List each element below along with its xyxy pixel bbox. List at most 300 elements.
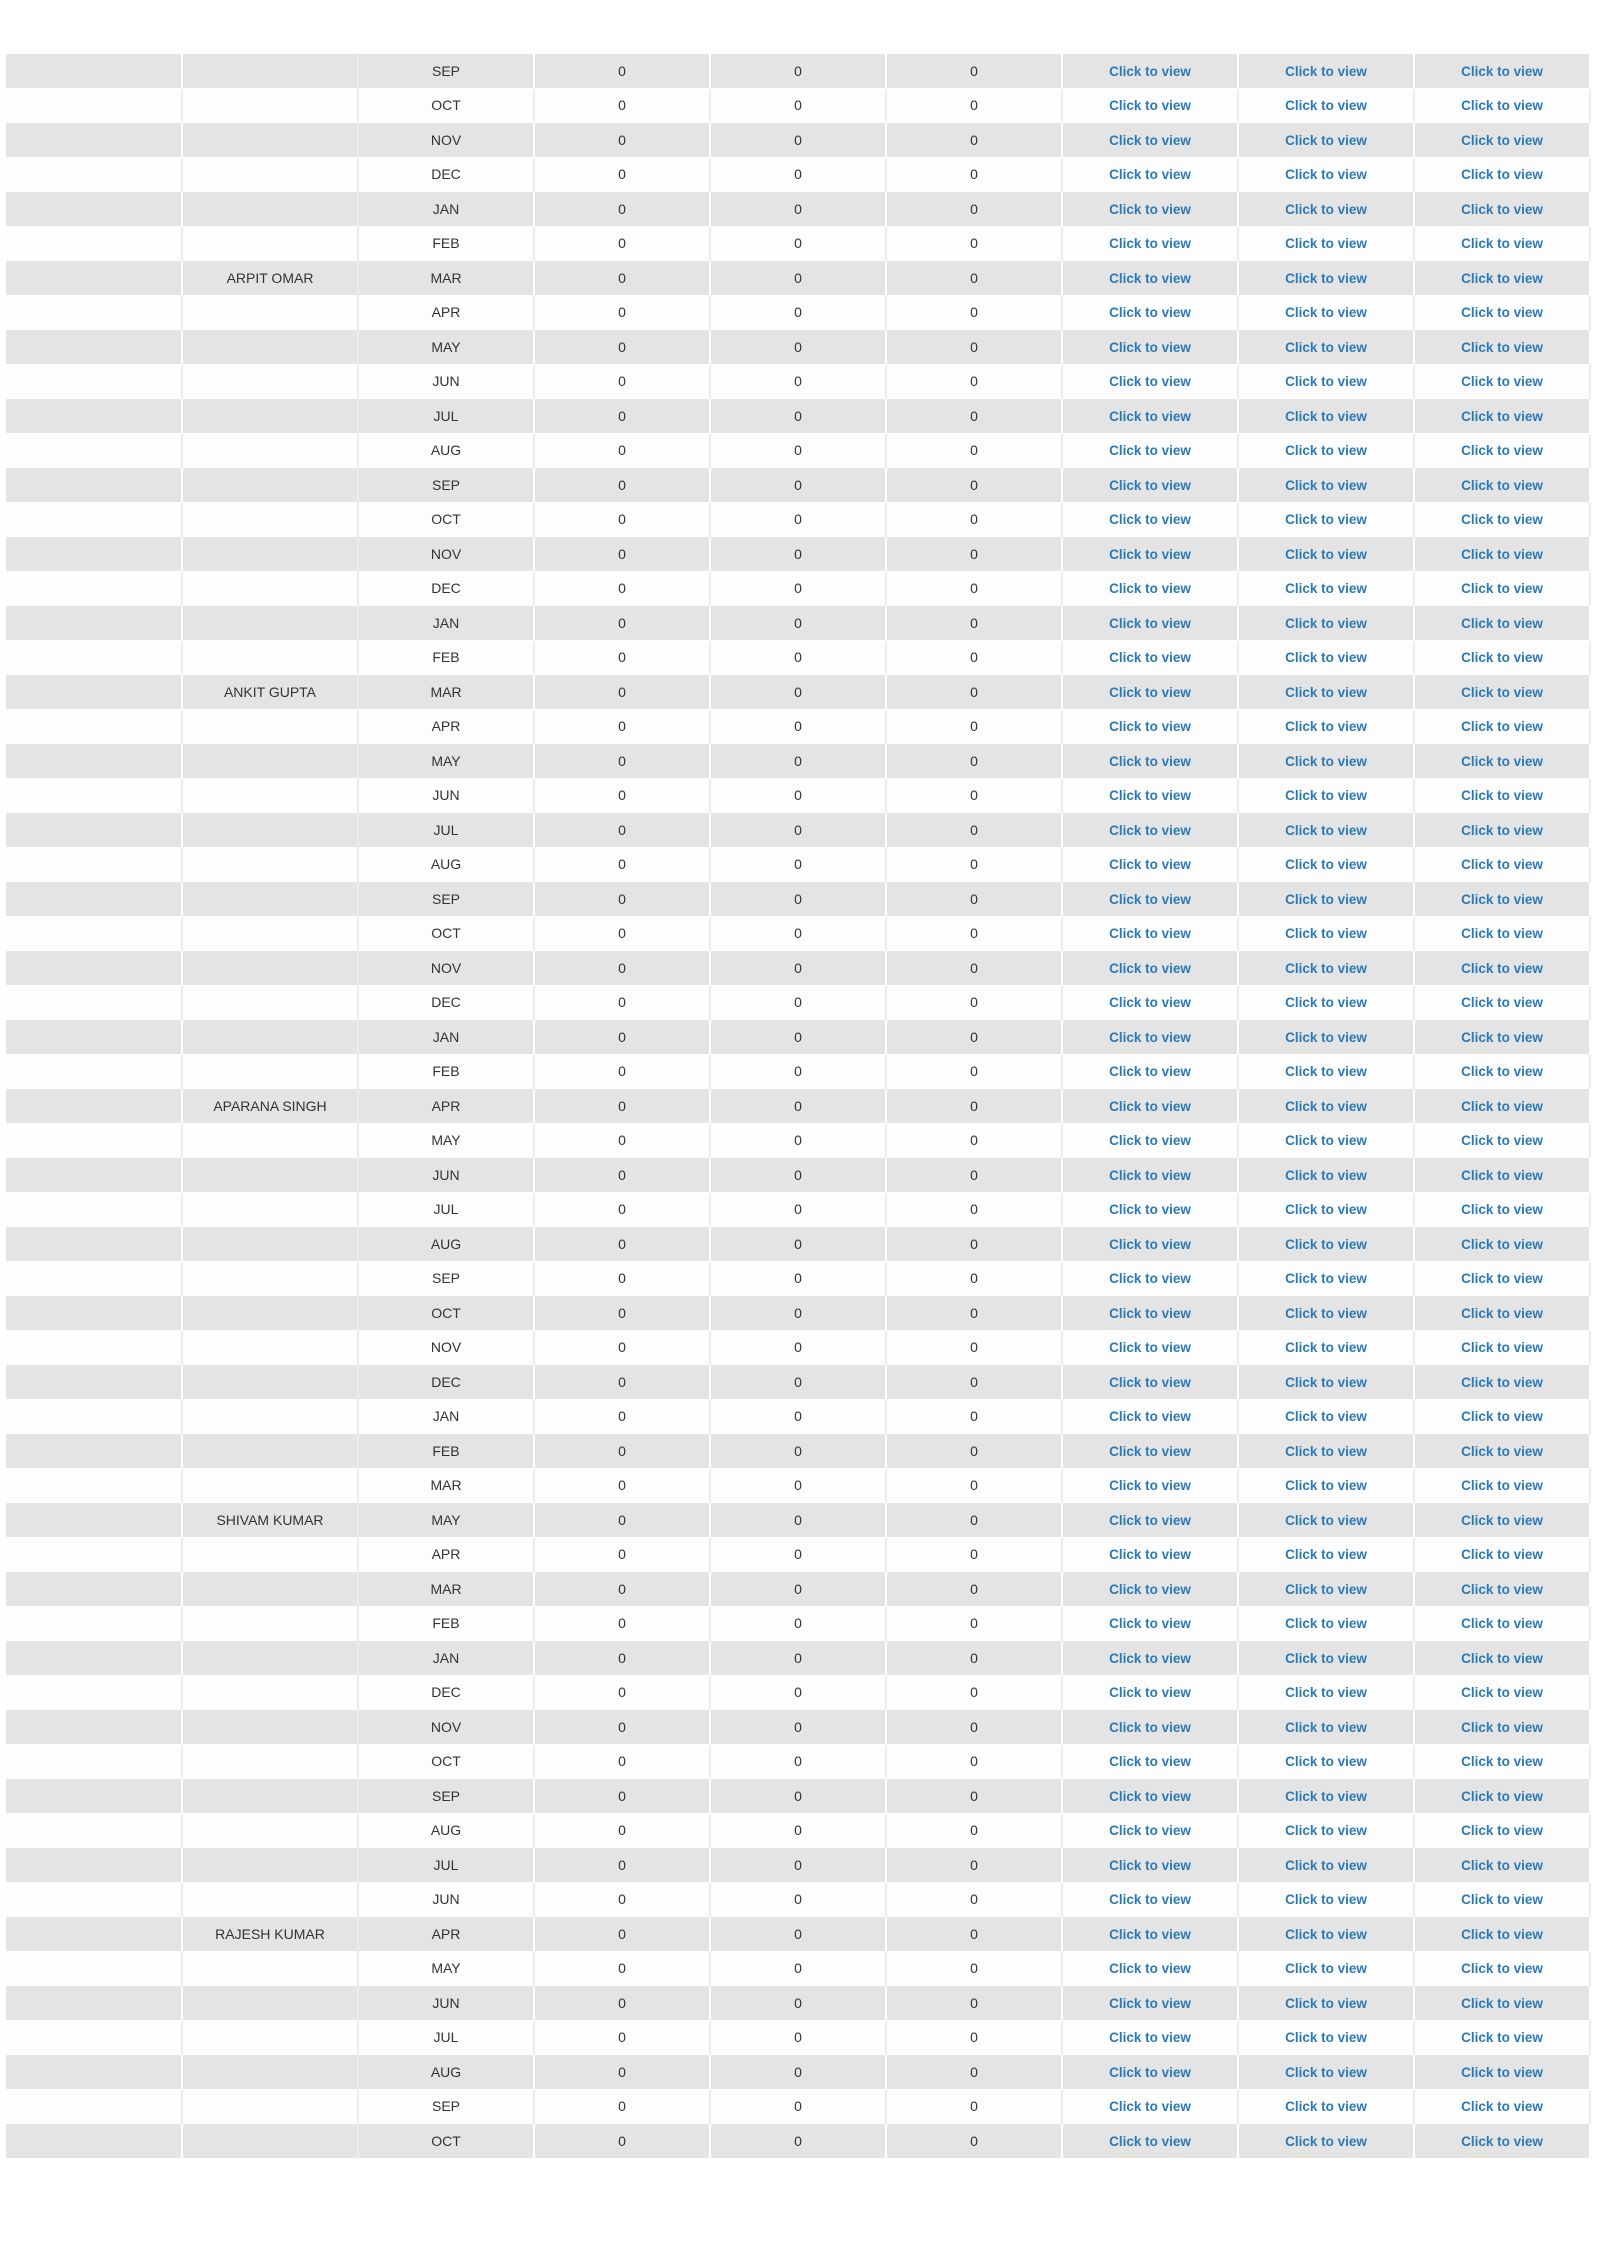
table-row	[6, 1675, 1590, 1710]
employee-name-cell	[182, 1123, 358, 1158]
click-to-view-link-3[interactable]: Click to view	[1461, 581, 1543, 597]
month-cell: MAY	[358, 1951, 534, 1986]
click-to-view-link-1[interactable]: Click to view	[1109, 132, 1191, 148]
click-to-view-link-2[interactable]: Click to view	[1285, 1650, 1367, 1666]
value-cell-3: 0	[886, 1158, 1062, 1193]
value-cell-1: 0	[534, 1572, 710, 1607]
link-cell-2	[1238, 537, 1414, 572]
link-cell-2	[1238, 1848, 1414, 1883]
value-cell-1: 0	[534, 226, 710, 261]
click-to-view-link-3[interactable]: Click to view	[1461, 236, 1543, 252]
click-to-view-link-3[interactable]: Click to view	[1461, 857, 1543, 873]
click-to-view-link-2[interactable]: Click to view	[1285, 1823, 1367, 1839]
value-cell-2: 0	[710, 261, 886, 296]
month-cell: AUG	[358, 1227, 534, 1262]
table-row	[6, 468, 1590, 503]
link-cell-1	[1062, 709, 1238, 744]
click-to-view-link-3[interactable]: Click to view	[1461, 1133, 1543, 1149]
click-to-view-link-2[interactable]: Click to view	[1285, 305, 1367, 321]
blank-cell	[6, 2020, 182, 2055]
click-to-view-link-2[interactable]: Click to view	[1285, 1029, 1367, 1045]
click-to-view-link-1[interactable]: Click to view	[1109, 1650, 1191, 1666]
click-to-view-link-2[interactable]: Click to view	[1285, 1409, 1367, 1425]
click-to-view-link-1[interactable]: Click to view	[1109, 1892, 1191, 1908]
link-cell-3	[1414, 1641, 1590, 1676]
table-row	[6, 882, 1590, 917]
click-to-view-link-1[interactable]: Click to view	[1109, 167, 1191, 183]
click-to-view-link-1[interactable]: Click to view	[1109, 2030, 1191, 2046]
click-to-view-link-1[interactable]: Click to view	[1109, 960, 1191, 976]
value-cell-2: 0	[710, 1606, 886, 1641]
click-to-view-link-1[interactable]: Click to view	[1109, 305, 1191, 321]
click-to-view-link-2[interactable]: Click to view	[1285, 615, 1367, 631]
click-to-view-link-1[interactable]: Click to view	[1109, 822, 1191, 838]
value-cell-2: 0	[710, 1848, 886, 1883]
click-to-view-link-3[interactable]: Click to view	[1461, 374, 1543, 390]
click-to-view-link-3[interactable]: Click to view	[1461, 339, 1543, 355]
click-to-view-link-3[interactable]: Click to view	[1461, 960, 1543, 976]
click-to-view-link-2[interactable]: Click to view	[1285, 1305, 1367, 1321]
table-row	[6, 1986, 1590, 2021]
employee-name-cell	[182, 1675, 358, 1710]
link-cell-2	[1238, 916, 1414, 951]
click-to-view-link-1[interactable]: Click to view	[1109, 2133, 1191, 2149]
blank-cell	[6, 709, 182, 744]
value-cell-2: 0	[710, 882, 886, 917]
click-to-view-link-2[interactable]: Click to view	[1285, 512, 1367, 528]
click-to-view-link-1[interactable]: Click to view	[1109, 719, 1191, 735]
click-to-view-link-2[interactable]: Click to view	[1285, 650, 1367, 666]
click-to-view-link-1[interactable]: Click to view	[1109, 270, 1191, 286]
click-to-view-link-1[interactable]: Click to view	[1109, 581, 1191, 597]
link-cell-3	[1414, 1123, 1590, 1158]
value-cell-2: 0	[710, 1434, 886, 1469]
value-cell-1: 0	[534, 1848, 710, 1883]
value-cell-2: 0	[710, 2089, 886, 2124]
employee-name-cell	[182, 295, 358, 330]
blank-cell	[6, 1054, 182, 1089]
blank-cell	[6, 1882, 182, 1917]
click-to-view-link-1[interactable]: Click to view	[1109, 63, 1191, 79]
value-cell-1: 0	[534, 606, 710, 641]
click-to-view-link-1[interactable]: Click to view	[1109, 684, 1191, 700]
click-to-view-link-3[interactable]: Click to view	[1461, 1512, 1543, 1528]
click-to-view-link-2[interactable]: Click to view	[1285, 236, 1367, 252]
value-cell-3: 0	[886, 1744, 1062, 1779]
blank-cell	[6, 433, 182, 468]
blank-cell	[6, 330, 182, 365]
month-cell: JUL	[358, 2020, 534, 2055]
employee-name-cell	[182, 2055, 358, 2090]
link-cell-3	[1414, 847, 1590, 882]
click-to-view-link-2[interactable]: Click to view	[1285, 926, 1367, 942]
click-to-view-link-1[interactable]: Click to view	[1109, 1685, 1191, 1701]
employee-name-cell	[182, 1951, 358, 1986]
click-to-view-link-1[interactable]: Click to view	[1109, 1754, 1191, 1770]
click-to-view-link-2[interactable]: Click to view	[1285, 995, 1367, 1011]
click-to-view-link-1[interactable]: Click to view	[1109, 1374, 1191, 1390]
click-to-view-link-3[interactable]: Click to view	[1461, 2064, 1543, 2080]
click-to-view-link-2[interactable]: Click to view	[1285, 857, 1367, 873]
value-cell-2: 0	[710, 226, 886, 261]
click-to-view-link-1[interactable]: Click to view	[1109, 1616, 1191, 1632]
link-cell-3	[1414, 1365, 1590, 1400]
blank-cell	[6, 1537, 182, 1572]
click-to-view-link-1[interactable]: Click to view	[1109, 339, 1191, 355]
click-to-view-link-1[interactable]: Click to view	[1109, 1857, 1191, 1873]
click-to-view-link-1[interactable]: Click to view	[1109, 1167, 1191, 1183]
blank-cell	[6, 1330, 182, 1365]
value-cell-2: 0	[710, 1882, 886, 1917]
table-row	[6, 640, 1590, 675]
click-to-view-link-2[interactable]: Click to view	[1285, 1236, 1367, 1252]
click-to-view-link-2[interactable]: Click to view	[1285, 2099, 1367, 2115]
click-to-view-link-3[interactable]: Click to view	[1461, 1340, 1543, 1356]
employee-name-cell	[182, 1468, 358, 1503]
click-to-view-link-1[interactable]: Click to view	[1109, 1305, 1191, 1321]
value-cell-2: 0	[710, 295, 886, 330]
click-to-view-link-2[interactable]: Click to view	[1285, 1616, 1367, 1632]
blank-cell	[6, 2124, 182, 2159]
click-to-view-link-2[interactable]: Click to view	[1285, 1547, 1367, 1563]
click-to-view-link-3[interactable]: Click to view	[1461, 822, 1543, 838]
click-to-view-link-2[interactable]: Click to view	[1285, 546, 1367, 562]
click-to-view-link-3[interactable]: Click to view	[1461, 891, 1543, 907]
table-row	[6, 1227, 1590, 1262]
click-to-view-link-1[interactable]: Click to view	[1109, 1202, 1191, 1218]
link-cell-1	[1062, 2020, 1238, 2055]
link-cell-2	[1238, 1158, 1414, 1193]
blank-cell	[6, 399, 182, 434]
value-cell-2: 0	[710, 88, 886, 123]
table-row	[6, 1606, 1590, 1641]
month-cell: JAN	[358, 606, 534, 641]
employee-name-cell	[182, 502, 358, 537]
click-to-view-link-2[interactable]: Click to view	[1285, 1788, 1367, 1804]
click-to-view-link-1[interactable]: Click to view	[1109, 1340, 1191, 1356]
table-row	[6, 813, 1590, 848]
employee-name-cell	[182, 1434, 358, 1469]
click-to-view-link-1[interactable]: Click to view	[1109, 615, 1191, 631]
click-to-view-link-3[interactable]: Click to view	[1461, 650, 1543, 666]
link-cell-1	[1062, 54, 1238, 88]
link-cell-2	[1238, 1917, 1414, 1952]
table-row	[6, 1158, 1590, 1193]
link-cell-1	[1062, 502, 1238, 537]
click-to-view-link-1[interactable]: Click to view	[1109, 1719, 1191, 1735]
click-to-view-link-2[interactable]: Click to view	[1285, 1374, 1367, 1390]
link-cell-1	[1062, 1261, 1238, 1296]
click-to-view-link-3[interactable]: Click to view	[1461, 1547, 1543, 1563]
blank-cell	[6, 123, 182, 158]
value-cell-2: 0	[710, 502, 886, 537]
click-to-view-link-2[interactable]: Click to view	[1285, 1167, 1367, 1183]
click-to-view-link-3[interactable]: Click to view	[1461, 788, 1543, 804]
month-cell: JUL	[358, 399, 534, 434]
link-cell-1	[1062, 1330, 1238, 1365]
click-to-view-link-3[interactable]: Click to view	[1461, 1823, 1543, 1839]
click-to-view-link-3[interactable]: Click to view	[1461, 1857, 1543, 1873]
click-to-view-link-2[interactable]: Click to view	[1285, 1892, 1367, 1908]
value-cell-2: 0	[710, 1089, 886, 1124]
click-to-view-link-2[interactable]: Click to view	[1285, 2030, 1367, 2046]
table-row	[6, 1744, 1590, 1779]
month-cell: JUL	[358, 1192, 534, 1227]
link-cell-3	[1414, 813, 1590, 848]
click-to-view-link-2[interactable]: Click to view	[1285, 1064, 1367, 1080]
click-to-view-link-3[interactable]: Click to view	[1461, 1961, 1543, 1977]
employee-name-cell: ARPIT OMAR	[182, 261, 358, 296]
value-cell-2: 0	[710, 1123, 886, 1158]
value-cell-3: 0	[886, 1192, 1062, 1227]
click-to-view-link-2[interactable]: Click to view	[1285, 1478, 1367, 1494]
click-to-view-link-3[interactable]: Click to view	[1461, 1581, 1543, 1597]
click-to-view-link-1[interactable]: Click to view	[1109, 926, 1191, 942]
link-cell-3	[1414, 1917, 1590, 1952]
blank-cell	[6, 226, 182, 261]
click-to-view-link-1[interactable]: Click to view	[1109, 1788, 1191, 1804]
month-cell: OCT	[358, 88, 534, 123]
click-to-view-link-2[interactable]: Click to view	[1285, 201, 1367, 217]
click-to-view-link-3[interactable]: Click to view	[1461, 512, 1543, 528]
click-to-view-link-1[interactable]: Click to view	[1109, 1409, 1191, 1425]
click-to-view-link-3[interactable]: Click to view	[1461, 753, 1543, 769]
click-to-view-link-2[interactable]: Click to view	[1285, 1926, 1367, 1942]
click-to-view-link-3[interactable]: Click to view	[1461, 1098, 1543, 1114]
click-to-view-link-2[interactable]: Click to view	[1285, 132, 1367, 148]
link-cell-1	[1062, 951, 1238, 986]
click-to-view-link-2[interactable]: Click to view	[1285, 1754, 1367, 1770]
click-to-view-link-2[interactable]: Click to view	[1285, 1995, 1367, 2011]
value-cell-3: 0	[886, 847, 1062, 882]
click-to-view-link-3[interactable]: Click to view	[1461, 443, 1543, 459]
value-cell-3: 0	[886, 1848, 1062, 1883]
click-to-view-link-1[interactable]: Click to view	[1109, 236, 1191, 252]
click-to-view-link-3[interactable]: Click to view	[1461, 995, 1543, 1011]
click-to-view-link-3[interactable]: Click to view	[1461, 1374, 1543, 1390]
click-to-view-link-3[interactable]: Click to view	[1461, 1305, 1543, 1321]
click-to-view-link-1[interactable]: Click to view	[1109, 857, 1191, 873]
click-to-view-link-2[interactable]: Click to view	[1285, 1133, 1367, 1149]
attendance-report-table	[6, 54, 1591, 2159]
click-to-view-link-1[interactable]: Click to view	[1109, 891, 1191, 907]
click-to-view-link-3[interactable]: Click to view	[1461, 1650, 1543, 1666]
click-to-view-link-3[interactable]: Click to view	[1461, 1409, 1543, 1425]
click-to-view-link-1[interactable]: Click to view	[1109, 788, 1191, 804]
value-cell-1: 0	[534, 1468, 710, 1503]
value-cell-3: 0	[886, 2020, 1062, 2055]
click-to-view-link-1[interactable]: Click to view	[1109, 443, 1191, 459]
click-to-view-link-2[interactable]: Click to view	[1285, 719, 1367, 735]
table-row	[6, 399, 1590, 434]
click-to-view-link-2[interactable]: Click to view	[1285, 1512, 1367, 1528]
click-to-view-link-2[interactable]: Click to view	[1285, 1443, 1367, 1459]
click-to-view-link-3[interactable]: Click to view	[1461, 1271, 1543, 1287]
employee-name-cell	[182, 951, 358, 986]
value-cell-3: 0	[886, 2055, 1062, 2090]
click-to-view-link-1[interactable]: Click to view	[1109, 374, 1191, 390]
click-to-view-link-3[interactable]: Click to view	[1461, 546, 1543, 562]
link-cell-1	[1062, 1675, 1238, 1710]
click-to-view-link-2[interactable]: Click to view	[1285, 822, 1367, 838]
link-cell-2	[1238, 951, 1414, 986]
click-to-view-link-2[interactable]: Click to view	[1285, 891, 1367, 907]
click-to-view-link-3[interactable]: Click to view	[1461, 1616, 1543, 1632]
click-to-view-link-1[interactable]: Click to view	[1109, 650, 1191, 666]
click-to-view-link-1[interactable]: Click to view	[1109, 1547, 1191, 1563]
click-to-view-link-2[interactable]: Click to view	[1285, 788, 1367, 804]
click-to-view-link-1[interactable]: Click to view	[1109, 1443, 1191, 1459]
link-cell-3	[1414, 88, 1590, 123]
click-to-view-link-3[interactable]: Click to view	[1461, 201, 1543, 217]
click-to-view-link-2[interactable]: Click to view	[1285, 960, 1367, 976]
value-cell-2: 0	[710, 916, 886, 951]
click-to-view-link-1[interactable]: Click to view	[1109, 1961, 1191, 1977]
value-cell-1: 0	[534, 399, 710, 434]
click-to-view-link-2[interactable]: Click to view	[1285, 1581, 1367, 1597]
click-to-view-link-3[interactable]: Click to view	[1461, 2133, 1543, 2149]
click-to-view-link-2[interactable]: Click to view	[1285, 1340, 1367, 1356]
link-cell-2	[1238, 330, 1414, 365]
click-to-view-link-1[interactable]: Click to view	[1109, 1512, 1191, 1528]
click-to-view-link-3[interactable]: Click to view	[1461, 719, 1543, 735]
value-cell-1: 0	[534, 1330, 710, 1365]
blank-cell	[6, 606, 182, 641]
click-to-view-link-1[interactable]: Click to view	[1109, 2064, 1191, 2080]
value-cell-1: 0	[534, 2020, 710, 2055]
click-to-view-link-1[interactable]: Click to view	[1109, 477, 1191, 493]
click-to-view-link-3[interactable]: Click to view	[1461, 684, 1543, 700]
value-cell-3: 0	[886, 399, 1062, 434]
click-to-view-link-1[interactable]: Click to view	[1109, 1029, 1191, 1045]
click-to-view-link-3[interactable]: Click to view	[1461, 305, 1543, 321]
click-to-view-link-3[interactable]: Click to view	[1461, 1064, 1543, 1080]
table-row	[6, 606, 1590, 641]
click-to-view-link-1[interactable]: Click to view	[1109, 1926, 1191, 1942]
click-to-view-link-2[interactable]: Click to view	[1285, 270, 1367, 286]
click-to-view-link-3[interactable]: Click to view	[1461, 1995, 1543, 2011]
click-to-view-link-1[interactable]: Click to view	[1109, 1995, 1191, 2011]
click-to-view-link-3[interactable]: Click to view	[1461, 1685, 1543, 1701]
link-cell-3	[1414, 468, 1590, 503]
click-to-view-link-3[interactable]: Click to view	[1461, 1478, 1543, 1494]
click-to-view-link-1[interactable]: Click to view	[1109, 1064, 1191, 1080]
value-cell-1: 0	[534, 1261, 710, 1296]
click-to-view-link-3[interactable]: Click to view	[1461, 408, 1543, 424]
click-to-view-link-2[interactable]: Click to view	[1285, 443, 1367, 459]
click-to-view-link-1[interactable]: Click to view	[1109, 512, 1191, 528]
click-to-view-link-2[interactable]: Click to view	[1285, 98, 1367, 114]
click-to-view-link-3[interactable]: Click to view	[1461, 132, 1543, 148]
value-cell-3: 0	[886, 1089, 1062, 1124]
blank-cell	[6, 1710, 182, 1745]
click-to-view-link-3[interactable]: Click to view	[1461, 2099, 1543, 2115]
click-to-view-link-3[interactable]: Click to view	[1461, 270, 1543, 286]
click-to-view-link-3[interactable]: Click to view	[1461, 1167, 1543, 1183]
link-cell-1	[1062, 295, 1238, 330]
link-cell-1	[1062, 882, 1238, 917]
click-to-view-link-2[interactable]: Click to view	[1285, 1961, 1367, 1977]
click-to-view-link-2[interactable]: Click to view	[1285, 1857, 1367, 1873]
click-to-view-link-3[interactable]: Click to view	[1461, 1029, 1543, 1045]
click-to-view-link-3[interactable]: Click to view	[1461, 1926, 1543, 1942]
click-to-view-link-1[interactable]: Click to view	[1109, 1823, 1191, 1839]
click-to-view-link-2[interactable]: Click to view	[1285, 339, 1367, 355]
click-to-view-link-3[interactable]: Click to view	[1461, 615, 1543, 631]
click-to-view-link-3[interactable]: Click to view	[1461, 1719, 1543, 1735]
click-to-view-link-3[interactable]: Click to view	[1461, 63, 1543, 79]
value-cell-3: 0	[886, 1882, 1062, 1917]
table-row	[6, 1917, 1590, 1952]
click-to-view-link-1[interactable]: Click to view	[1109, 1236, 1191, 1252]
value-cell-3: 0	[886, 123, 1062, 158]
click-to-view-link-2[interactable]: Click to view	[1285, 63, 1367, 79]
click-to-view-link-2[interactable]: Click to view	[1285, 2064, 1367, 2080]
link-cell-1	[1062, 1399, 1238, 1434]
click-to-view-link-3[interactable]: Click to view	[1461, 477, 1543, 493]
click-to-view-link-2[interactable]: Click to view	[1285, 408, 1367, 424]
click-to-view-link-3[interactable]: Click to view	[1461, 167, 1543, 183]
click-to-view-link-2[interactable]: Click to view	[1285, 1098, 1367, 1114]
click-to-view-link-1[interactable]: Click to view	[1109, 1098, 1191, 1114]
click-to-view-link-1[interactable]: Click to view	[1109, 2099, 1191, 2115]
click-to-view-link-1[interactable]: Click to view	[1109, 1133, 1191, 1149]
link-cell-3	[1414, 226, 1590, 261]
click-to-view-link-1[interactable]: Click to view	[1109, 1271, 1191, 1287]
click-to-view-link-3[interactable]: Click to view	[1461, 926, 1543, 942]
click-to-view-link-3[interactable]: Click to view	[1461, 1236, 1543, 1252]
click-to-view-link-2[interactable]: Click to view	[1285, 167, 1367, 183]
employee-name-cell	[182, 157, 358, 192]
click-to-view-link-2[interactable]: Click to view	[1285, 753, 1367, 769]
click-to-view-link-2[interactable]: Click to view	[1285, 684, 1367, 700]
click-to-view-link-2[interactable]: Click to view	[1285, 581, 1367, 597]
click-to-view-link-1[interactable]: Click to view	[1109, 98, 1191, 114]
click-to-view-link-2[interactable]: Click to view	[1285, 1685, 1367, 1701]
click-to-view-link-2[interactable]: Click to view	[1285, 1202, 1367, 1218]
click-to-view-link-1[interactable]: Click to view	[1109, 408, 1191, 424]
value-cell-3: 0	[886, 1606, 1062, 1641]
value-cell-3: 0	[886, 1675, 1062, 1710]
click-to-view-link-2[interactable]: Click to view	[1285, 477, 1367, 493]
click-to-view-link-3[interactable]: Click to view	[1461, 1788, 1543, 1804]
click-to-view-link-2[interactable]: Click to view	[1285, 2133, 1367, 2149]
click-to-view-link-3[interactable]: Click to view	[1461, 98, 1543, 114]
click-to-view-link-1[interactable]: Click to view	[1109, 201, 1191, 217]
click-to-view-link-1[interactable]: Click to view	[1109, 546, 1191, 562]
value-cell-2: 0	[710, 1675, 886, 1710]
click-to-view-link-2[interactable]: Click to view	[1285, 374, 1367, 390]
click-to-view-link-3[interactable]: Click to view	[1461, 2030, 1543, 2046]
link-cell-3	[1414, 261, 1590, 296]
month-cell: APR	[358, 709, 534, 744]
click-to-view-link-3[interactable]: Click to view	[1461, 1443, 1543, 1459]
click-to-view-link-2[interactable]: Click to view	[1285, 1271, 1367, 1287]
click-to-view-link-3[interactable]: Click to view	[1461, 1892, 1543, 1908]
click-to-view-link-1[interactable]: Click to view	[1109, 753, 1191, 769]
click-to-view-link-3[interactable]: Click to view	[1461, 1754, 1543, 1770]
blank-cell	[6, 571, 182, 606]
click-to-view-link-3[interactable]: Click to view	[1461, 1202, 1543, 1218]
link-cell-2	[1238, 1744, 1414, 1779]
table-row	[6, 502, 1590, 537]
click-to-view-link-1[interactable]: Click to view	[1109, 1581, 1191, 1597]
link-cell-3	[1414, 1951, 1590, 1986]
value-cell-3: 0	[886, 1123, 1062, 1158]
click-to-view-link-1[interactable]: Click to view	[1109, 995, 1191, 1011]
click-to-view-link-2[interactable]: Click to view	[1285, 1719, 1367, 1735]
click-to-view-link-1[interactable]: Click to view	[1109, 1478, 1191, 1494]
